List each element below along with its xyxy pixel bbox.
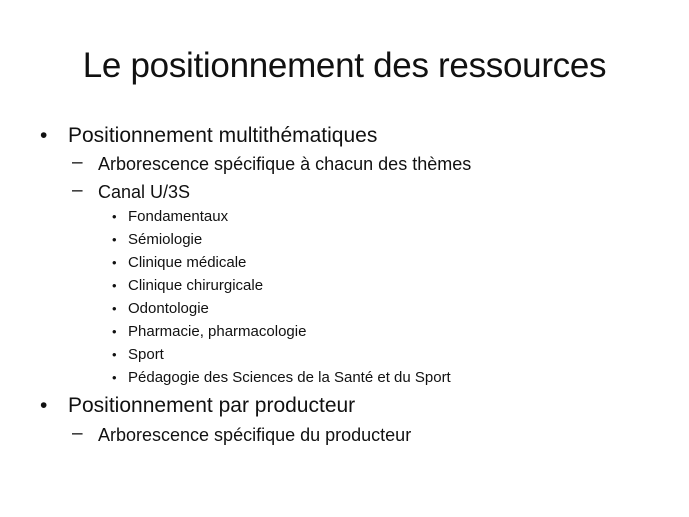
bullet-text: Clinique chirurgicale bbox=[128, 277, 264, 294]
bullet-item-level2 bbox=[72, 423, 412, 446]
bullet-dot-icon: • bbox=[112, 324, 117, 339]
bullet-item-level3 bbox=[112, 322, 307, 341]
bullet-text: Positionnement multithématiques bbox=[68, 124, 378, 147]
bullet-item-level3 bbox=[112, 230, 203, 249]
bullet-dash-icon: – bbox=[72, 180, 83, 201]
bullet-dot-icon: • bbox=[112, 370, 117, 385]
bullet-item-level3 bbox=[112, 276, 264, 295]
bullet-item-level3 bbox=[112, 253, 247, 272]
bullet-text: Sémiologie bbox=[128, 231, 203, 248]
slide-title: Le positionnement des ressources bbox=[82, 46, 607, 85]
bullet-item-level2 bbox=[72, 180, 191, 203]
bullet-dot-icon: • bbox=[112, 278, 117, 293]
bullet-dot-icon: • bbox=[112, 301, 117, 316]
bullet-item-level3 bbox=[112, 207, 229, 226]
bullet-text: Arborescence spécifique du producteur bbox=[98, 425, 412, 445]
bullet-item-level2 bbox=[72, 152, 472, 175]
bullet-text: Pédagogie des Sciences de la Santé et du Sport bbox=[128, 369, 451, 386]
bullet-text: Canal U/3S bbox=[98, 182, 191, 202]
bullet-dot-icon: • bbox=[40, 124, 48, 147]
bullet-dash-icon: – bbox=[72, 152, 83, 173]
bullet-item-level3 bbox=[112, 368, 451, 387]
bullet-item-level1 bbox=[40, 123, 378, 149]
bullet-text: Positionnement par producteur bbox=[68, 394, 356, 417]
bullet-dot-icon: • bbox=[112, 209, 117, 224]
bullet-item-level3 bbox=[112, 299, 209, 318]
bullet-dot-icon: • bbox=[112, 347, 117, 362]
bullet-text: Arborescence spécifique à chacun des thèmes bbox=[98, 154, 472, 174]
bullet-dot-icon: • bbox=[112, 255, 117, 270]
bullet-item-level3 bbox=[112, 345, 164, 364]
bullet-dot-icon: • bbox=[112, 232, 117, 247]
bullet-text: Fondamentaux bbox=[128, 208, 229, 225]
bullet-text: Odontologie bbox=[128, 300, 209, 317]
bullet-text: Sport bbox=[128, 346, 164, 363]
bullet-text: Clinique médicale bbox=[128, 254, 247, 271]
bullet-item-level1 bbox=[40, 393, 356, 419]
bullet-text: Pharmacie, pharmacologie bbox=[128, 323, 307, 340]
bullet-dot-icon: • bbox=[40, 394, 48, 417]
bullet-dash-icon: – bbox=[72, 423, 83, 444]
